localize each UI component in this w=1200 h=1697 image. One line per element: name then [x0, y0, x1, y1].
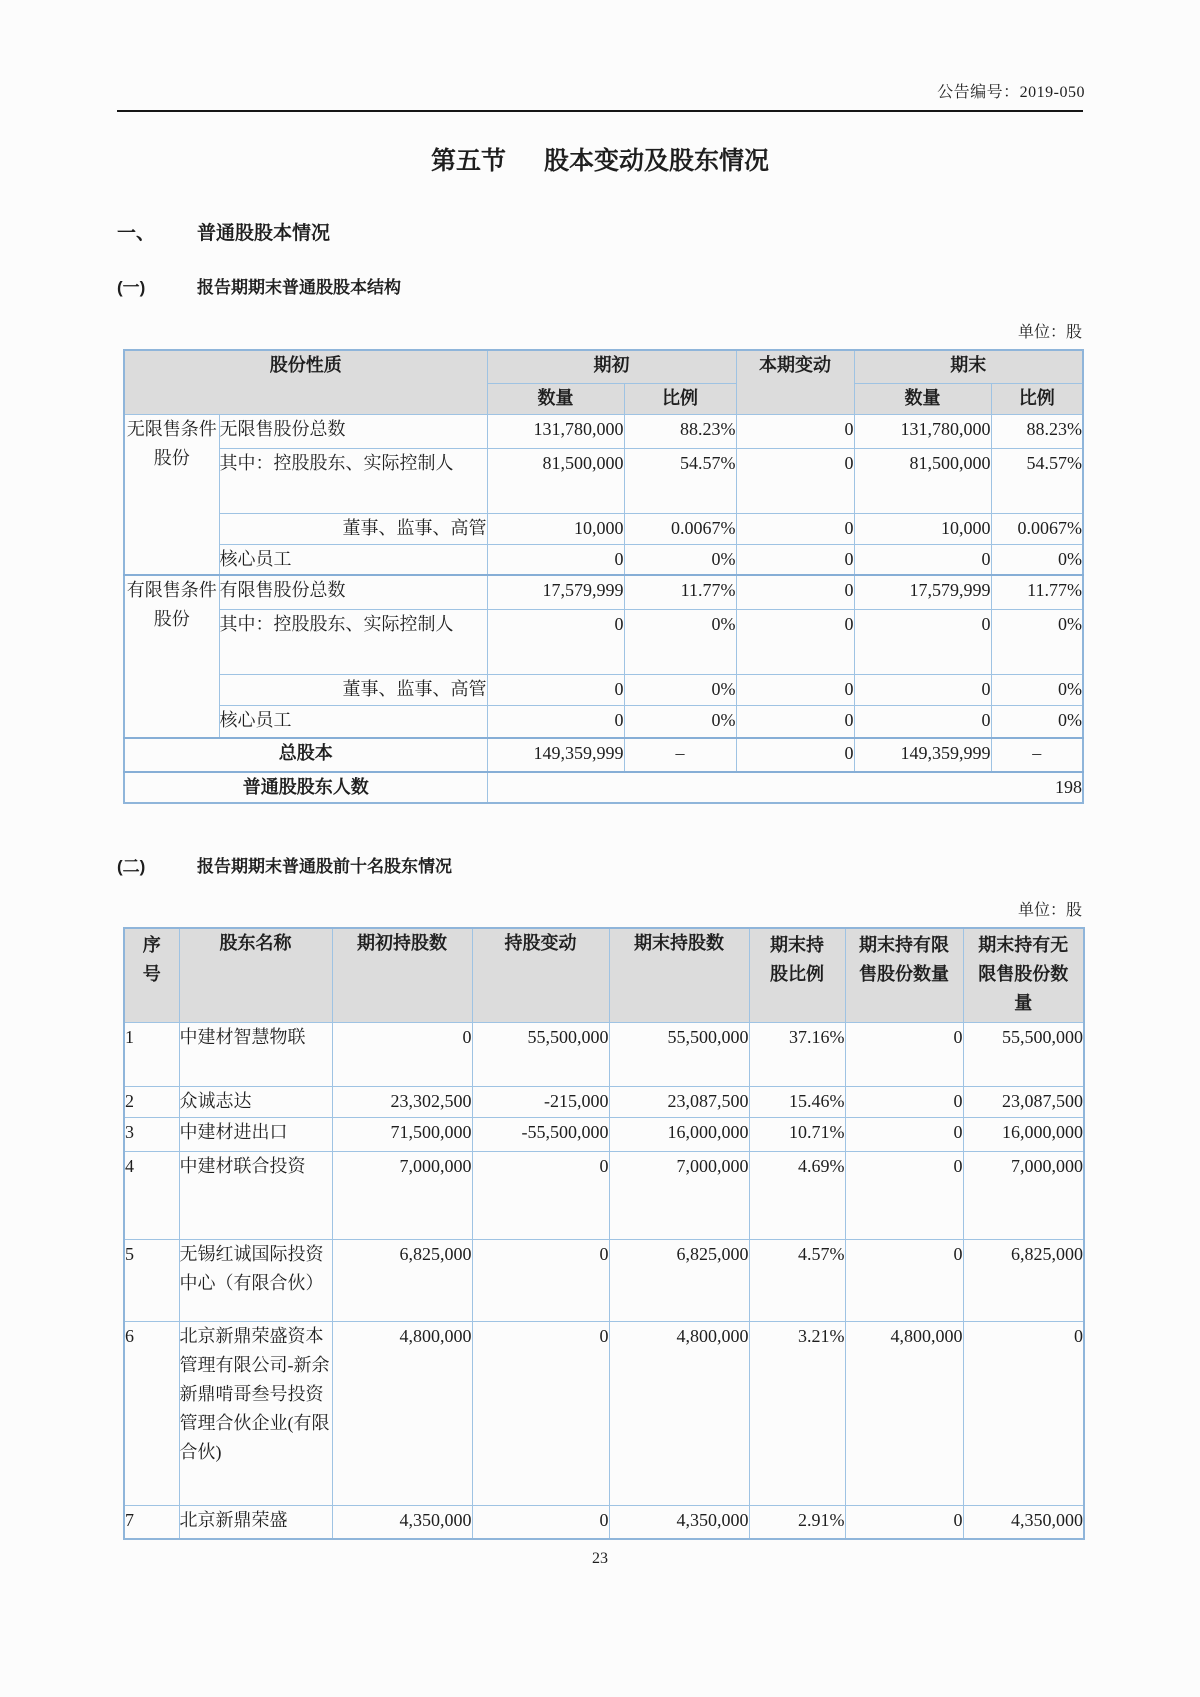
- cell-end-ratio: 54.57%: [991, 448, 1083, 513]
- cell-begin-ratio: 54.57%: [624, 448, 736, 513]
- cell-end-ratio: 0%: [991, 544, 1083, 575]
- table-row: [124, 675, 1083, 706]
- cell-begin-shares: 7,000,000: [332, 1151, 472, 1239]
- cell-end-unrestricted: 16,000,000: [963, 1117, 1084, 1151]
- subsection-number: (一): [117, 278, 146, 297]
- announcement-number: 公告编号：2019-050: [937, 84, 1085, 101]
- cell-end-shares: 16,000,000: [609, 1117, 749, 1151]
- cell-begin-shares: 4,350,000: [332, 1505, 472, 1539]
- cell-end-qty: 10,000: [854, 513, 991, 544]
- table-row: [124, 1505, 1084, 1539]
- header-begin-ratio: 比例: [624, 383, 736, 414]
- header-shareholder-name: 股东名称: [179, 928, 332, 1022]
- shareholder-count-label: 普通股股东人数: [124, 772, 487, 803]
- cell-share-change: -215,000: [472, 1086, 609, 1117]
- cell-end-restricted: 0: [845, 1505, 963, 1539]
- row-label: 核心员工: [219, 706, 487, 738]
- cell-change: 0: [736, 513, 854, 544]
- section-heading-1: [117, 218, 330, 245]
- cell-end-qty: 131,780,000: [854, 414, 991, 448]
- unit-label-2: 单位：股: [1017, 902, 1082, 919]
- cell-index: 6: [124, 1321, 179, 1505]
- cell-begin-shares: 0: [332, 1022, 472, 1086]
- cell-end-restricted: 0: [845, 1086, 963, 1117]
- cell-begin-ratio: 0.0067%: [624, 513, 736, 544]
- cell-end-ratio: 4.57%: [749, 1239, 845, 1321]
- cell-end-restricted: 0: [845, 1022, 963, 1086]
- header-end-ratio: 期末持股比例: [749, 928, 845, 1022]
- cell-end-qty: 149,359,999: [854, 738, 991, 772]
- cell-end-restricted: 4,800,000: [845, 1321, 963, 1505]
- cell-end-qty: 0: [854, 544, 991, 575]
- cell-begin-shares: 4,800,000: [332, 1321, 472, 1505]
- cell-end-ratio: 2.91%: [749, 1505, 845, 1539]
- cell-share-change: 0: [472, 1321, 609, 1505]
- cell-end-shares: 55,500,000: [609, 1022, 749, 1086]
- page-title: [0, 141, 1200, 177]
- cell-end-unrestricted: 6,825,000: [963, 1239, 1084, 1321]
- row-label: 核心员工: [219, 544, 487, 575]
- cell-end-qty: 0: [854, 675, 991, 706]
- cell-end-ratio: 0.0067%: [991, 513, 1083, 544]
- cell-change: 0: [736, 738, 854, 772]
- header-rule: [117, 110, 1083, 112]
- cell-end-ratio: 0%: [991, 706, 1083, 738]
- cell-end-restricted: 0: [845, 1151, 963, 1239]
- group-label-restricted: 有限售条件股份: [124, 575, 219, 738]
- cell-change: 0: [736, 575, 854, 610]
- header-begin-shares: 期初持股数: [332, 928, 472, 1022]
- cell-begin-qty: 131,780,000: [487, 414, 624, 448]
- table-row: [124, 1321, 1084, 1505]
- top-shareholders-table: [123, 927, 1085, 1540]
- cell-end-shares: 23,087,500: [609, 1086, 749, 1117]
- cell-share-change: 0: [472, 1505, 609, 1539]
- cell-end-unrestricted: 0: [963, 1321, 1084, 1505]
- table-row: [124, 414, 1083, 448]
- cell-end-restricted: 0: [845, 1239, 963, 1321]
- subsection-number: (二): [117, 857, 146, 876]
- cell-change: 0: [736, 610, 854, 675]
- header-end-restricted: 期末持有限售股份数量: [845, 928, 963, 1022]
- row-label: 其中：控股股东、实际控制人: [219, 448, 487, 513]
- cell-end-ratio: 3.21%: [749, 1321, 845, 1505]
- section-label: 普通股股本情况: [197, 223, 331, 244]
- cell-index: 2: [124, 1086, 179, 1117]
- header-end-ratio: 比例: [991, 383, 1083, 414]
- cell-end-shares: 7,000,000: [609, 1151, 749, 1239]
- header-beginning: 期初: [487, 350, 736, 383]
- row-label: 其中：控股股东、实际控制人: [219, 610, 487, 675]
- cell-end-unrestricted: 23,087,500: [963, 1086, 1084, 1117]
- cell-end-restricted: 0: [845, 1117, 963, 1151]
- header-ending: 期末: [854, 350, 1083, 383]
- cell-change: 0: [736, 448, 854, 513]
- header-share-change: 持股变动: [472, 928, 609, 1022]
- table-row: [124, 610, 1083, 675]
- cell-shareholder-name: 北京新鼎荣盛: [179, 1505, 332, 1539]
- cell-end-ratio: 0%: [991, 675, 1083, 706]
- cell-share-change: 0: [472, 1151, 609, 1239]
- total-label: 总股本: [124, 738, 487, 772]
- header-begin-qty: 数量: [487, 383, 624, 414]
- cell-end-ratio: 37.16%: [749, 1022, 845, 1086]
- group-label-unrestricted: 无限售条件股份: [124, 414, 219, 575]
- cell-end-ratio: 10.71%: [749, 1117, 845, 1151]
- cell-index: 3: [124, 1117, 179, 1151]
- table-row: [124, 1086, 1084, 1117]
- header-share-nature: 股份性质: [124, 350, 487, 414]
- cell-share-change: 55,500,000: [472, 1022, 609, 1086]
- page-title-text: 股本变动及股东情况: [544, 147, 770, 175]
- cell-begin-qty: 0: [487, 706, 624, 738]
- row-label: 董事、监事、高管: [219, 675, 487, 706]
- cell-end-shares: 6,825,000: [609, 1239, 749, 1321]
- subsection-heading-1a: [117, 273, 401, 298]
- cell-end-ratio: 0%: [991, 610, 1083, 675]
- cell-end-shares: 4,800,000: [609, 1321, 749, 1505]
- cell-end-unrestricted: 4,350,000: [963, 1505, 1084, 1539]
- cell-shareholder-name: 北京新鼎荣盛资本管理有限公司-新余新鼎啃哥叁号投资管理合伙企业(有限合伙): [179, 1321, 332, 1505]
- cell-share-change: -55,500,000: [472, 1117, 609, 1151]
- table-row: [124, 575, 1083, 610]
- cell-begin-shares: 6,825,000: [332, 1239, 472, 1321]
- table-row: [124, 448, 1083, 513]
- cell-end-ratio: 15.46%: [749, 1086, 845, 1117]
- cell-begin-ratio: 0%: [624, 675, 736, 706]
- cell-end-qty: 81,500,000: [854, 448, 991, 513]
- table-row: [124, 1022, 1084, 1086]
- subsection-heading-1b: [117, 852, 452, 877]
- subsection-label: 报告期期末普通股前十名股东情况: [197, 857, 452, 876]
- cell-begin-qty: 0: [487, 675, 624, 706]
- cell-begin-qty: 81,500,000: [487, 448, 624, 513]
- cell-index: 5: [124, 1239, 179, 1321]
- cell-end-qty: 0: [854, 706, 991, 738]
- cell-change: 0: [736, 675, 854, 706]
- cell-begin-ratio: 0%: [624, 610, 736, 675]
- cell-begin-ratio: 11.77%: [624, 575, 736, 610]
- unit-label-1: 单位：股: [1017, 324, 1082, 341]
- cell-end-ratio: 4.69%: [749, 1151, 845, 1239]
- page-title-section: 第五节: [430, 147, 506, 175]
- cell-end-qty: 0: [854, 610, 991, 675]
- cell-shareholder-name: 众诚志达: [179, 1086, 332, 1117]
- table-row: [124, 706, 1083, 738]
- cell-end-ratio: –: [991, 738, 1083, 772]
- cell-shareholder-name: 中建材联合投资: [179, 1151, 332, 1239]
- cell-begin-qty: 149,359,999: [487, 738, 624, 772]
- header-end-shares: 期末持股数: [609, 928, 749, 1022]
- cell-begin-qty: 0: [487, 610, 624, 675]
- row-label: 有限售股份总数: [219, 575, 487, 610]
- cell-shareholder-name: 中建材智慧物联: [179, 1022, 332, 1086]
- cell-begin-shares: 23,302,500: [332, 1086, 472, 1117]
- shareholder-count-value: 198: [487, 772, 1083, 803]
- cell-begin-qty: 0: [487, 544, 624, 575]
- table-row: [124, 513, 1083, 544]
- shareholder-count-row: [124, 772, 1083, 803]
- table-row: [124, 1117, 1084, 1151]
- cell-begin-qty: 17,579,999: [487, 575, 624, 610]
- cell-begin-ratio: 0%: [624, 544, 736, 575]
- table-row: [124, 1151, 1084, 1239]
- total-row: [124, 738, 1083, 772]
- table-row: [124, 544, 1083, 575]
- cell-shareholder-name: 无锡红诚国际投资中心（有限合伙）: [179, 1239, 332, 1321]
- cell-begin-ratio: –: [624, 738, 736, 772]
- row-label: 无限售股份总数: [219, 414, 487, 448]
- cell-end-unrestricted: 7,000,000: [963, 1151, 1084, 1239]
- cell-end-ratio: 11.77%: [991, 575, 1083, 610]
- cell-begin-shares: 71,500,000: [332, 1117, 472, 1151]
- cell-index: 7: [124, 1505, 179, 1539]
- header-end-qty: 数量: [854, 383, 991, 414]
- section-number: 一、: [117, 223, 156, 244]
- cell-end-unrestricted: 55,500,000: [963, 1022, 1084, 1086]
- cell-index: 1: [124, 1022, 179, 1086]
- cell-begin-ratio: 0%: [624, 706, 736, 738]
- header-end-unrestricted: 期末持有无限售股份数量: [963, 928, 1084, 1022]
- table-header-row: [124, 350, 1083, 383]
- subsection-label: 报告期期末普通股股本结构: [197, 278, 401, 297]
- cell-begin-ratio: 88.23%: [624, 414, 736, 448]
- cell-change: 0: [736, 544, 854, 575]
- header-index: 序号: [124, 928, 179, 1022]
- cell-end-ratio: 88.23%: [991, 414, 1083, 448]
- cell-change: 0: [736, 414, 854, 448]
- cell-end-shares: 4,350,000: [609, 1505, 749, 1539]
- table-row: [124, 1239, 1084, 1321]
- cell-index: 4: [124, 1151, 179, 1239]
- table-header-row: [124, 928, 1084, 1022]
- cell-begin-qty: 10,000: [487, 513, 624, 544]
- row-label: 董事、监事、高管: [219, 513, 487, 544]
- share-capital-table: [123, 349, 1084, 804]
- cell-end-qty: 17,579,999: [854, 575, 991, 610]
- cell-shareholder-name: 中建材进出口: [179, 1117, 332, 1151]
- cell-change: 0: [736, 706, 854, 738]
- header-current-change: 本期变动: [736, 350, 854, 414]
- page-number: 23: [592, 1550, 608, 1567]
- cell-share-change: 0: [472, 1239, 609, 1321]
